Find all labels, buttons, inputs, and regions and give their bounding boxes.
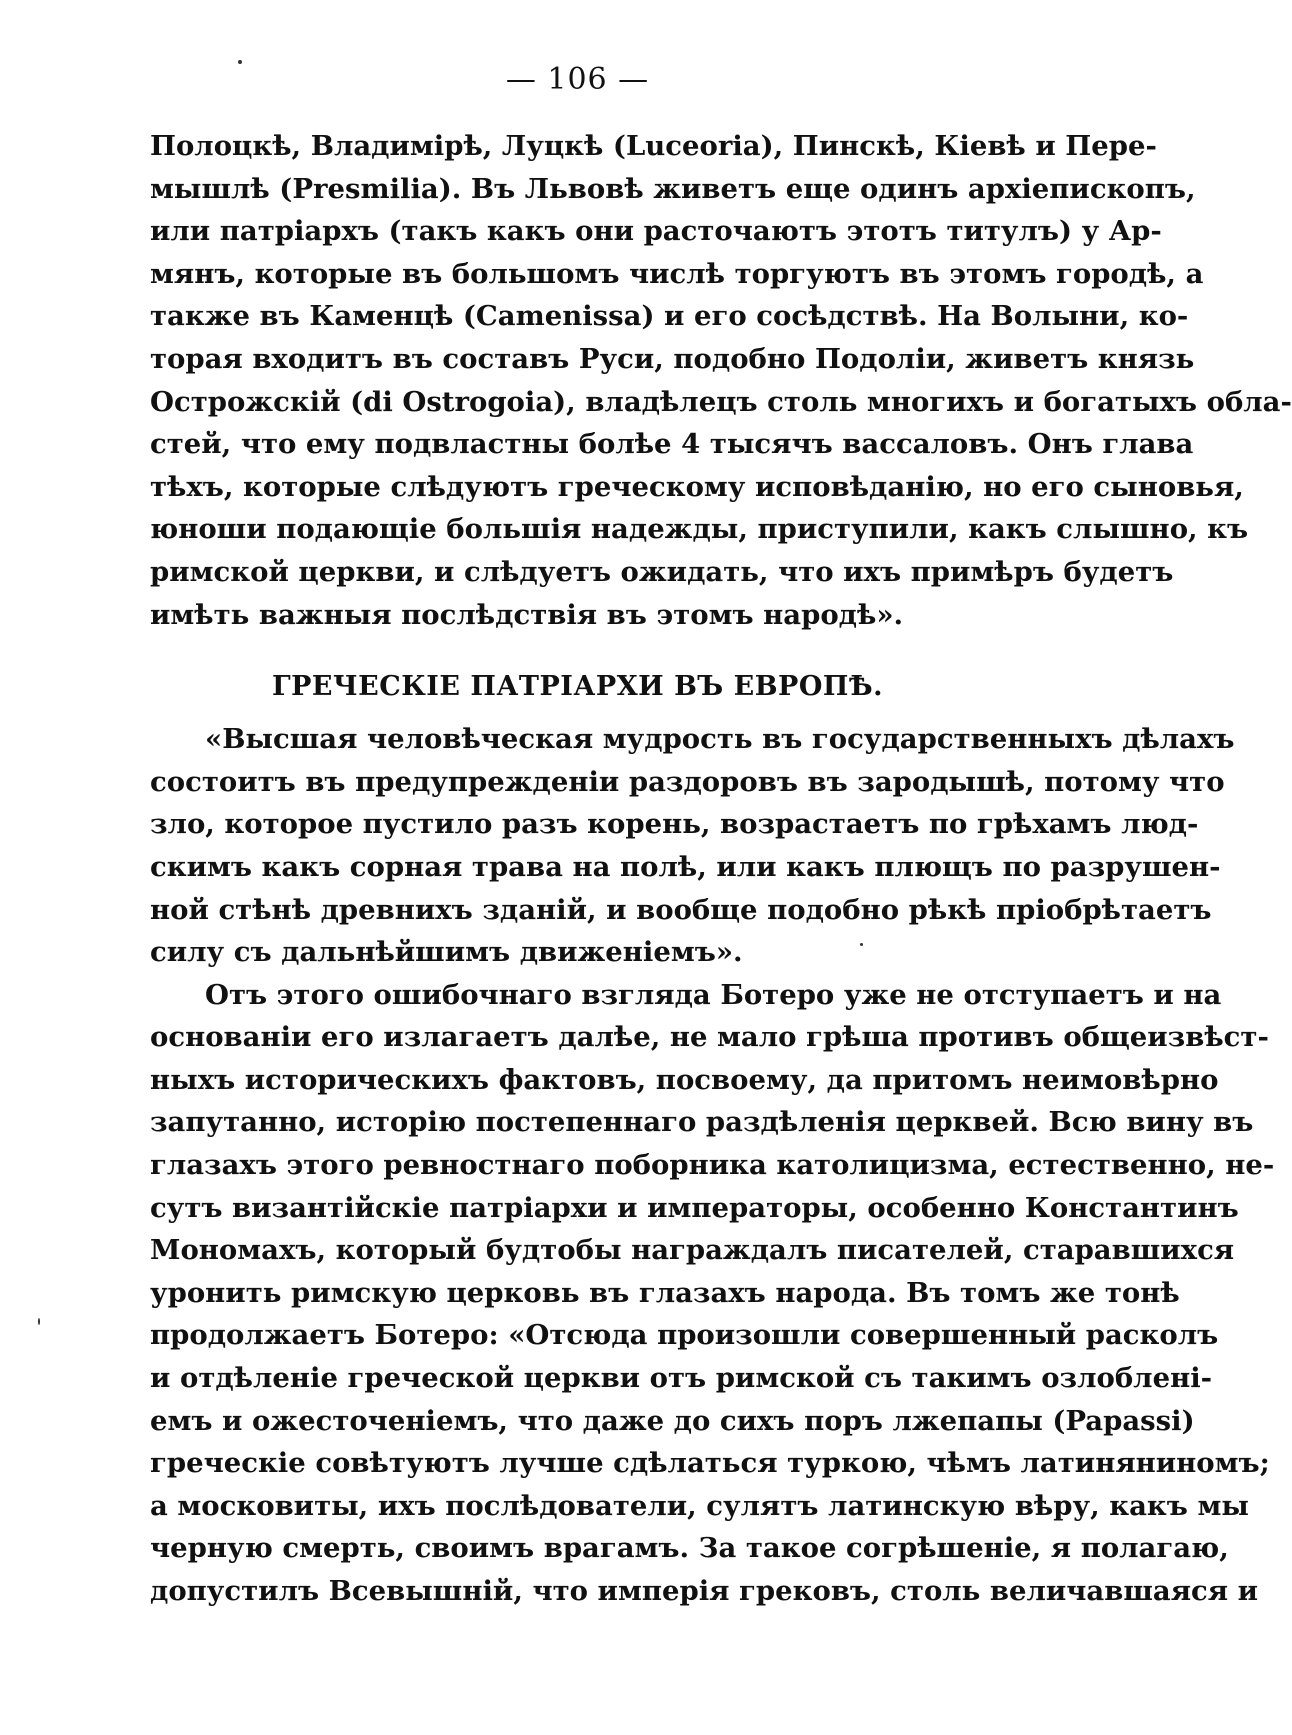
- text-line: емъ и ожесточеніемъ, что даже до сихъ поръ лжепапы (Papassi): [150, 1404, 1195, 1437]
- text-line: уронить римскую церковь въ глазахъ народа. Въ томъ же тонѣ: [150, 1276, 1180, 1309]
- text-line: допустилъ Всевышній, что имперія грековъ, столь величавшаяся и: [150, 1575, 1259, 1607]
- print-speck: [38, 1318, 40, 1325]
- text-line: юноши подающіе большія надежды, приступили, какъ слышно, къ: [150, 513, 1249, 546]
- text-line: ной стѣнѣ древнихъ зданій, и вообще подобно рѣкѣ пріобрѣтаетъ: [150, 893, 1212, 926]
- text-line: сутъ византійскіе патріархи и императоры, особенно Константинъ: [150, 1191, 1239, 1224]
- text-line: Отъ этого ошибочнаго взгляда Ботеро уже не отступаетъ и на: [205, 978, 1222, 1011]
- text-line: тѣхъ, которые слѣдуютъ греческому исповѣданію, но его сыновья,: [150, 470, 1244, 503]
- text-line: скимъ какъ сорная трава на полѣ, или какъ плющъ по разрушен-: [150, 850, 1221, 883]
- text-line: ныхъ историческихъ фактовъ, посвоему, да притомъ неимовѣрно: [150, 1063, 1219, 1096]
- text-line: основаніи его излагаетъ далѣе, не мало грѣша противъ общеизвѣст-: [150, 1021, 1269, 1054]
- text-line: имѣть важныя послѣдствія въ этомъ народѣ».: [150, 598, 904, 631]
- paragraph-3: [150, 974, 1275, 1613]
- text-line: римской церкви, и слѣдуетъ ожидать, что ихъ примѣръ будетъ: [150, 555, 1174, 588]
- text-line: продолжаетъ Ботеро: «Отсюда произошли совершенный расколъ: [150, 1319, 1219, 1352]
- text-line: стей, что ему подвластны болѣе 4 тысячъ вассаловъ. Онъ глава: [150, 428, 1194, 461]
- paragraph-2: [150, 718, 1235, 974]
- text-line: мышлѣ (Presmilia). Въ Львовѣ живетъ еще одинъ архіепископъ,: [150, 172, 1196, 205]
- text-line: греческіе совѣтуютъ лучше сдѣлаться туркою, чѣмъ латиняниномъ;: [150, 1447, 1270, 1480]
- text-line: Полоцкѣ, Владимірѣ, Луцкѣ (Luceoria), Пинскѣ, Кіевѣ и Пере-: [150, 130, 1157, 162]
- text-line: мянъ, которые въ большомъ числѣ торгуютъ въ этомъ городѣ, а: [150, 257, 1204, 290]
- paragraph-1: [150, 125, 1292, 636]
- text-line: Мономахъ, который будтобы награждалъ писателей, старавшихся: [150, 1234, 1235, 1267]
- text-line: состоитъ въ предупрежденіи раздоровъ въ зародышѣ, потому что: [150, 765, 1225, 798]
- text-line: «Высшая человѣческая мудрость въ государственныхъ дѣлахъ: [205, 723, 1235, 756]
- text-line: торая входитъ въ составъ Руси, подобно Подоліи, живетъ князь: [150, 342, 1195, 375]
- page-number: — 106 —: [505, 62, 650, 97]
- text-line: черную смерть, своимъ врагамъ. За такое согрѣшеніе, я полагаю,: [150, 1532, 1229, 1565]
- text-line: силу съ дальнѣйшимъ движеніемъ».: [150, 936, 743, 969]
- text-line: или патріархъ (такъ какъ они расточаютъ этотъ титулъ) у Ар-: [150, 215, 1162, 248]
- text-line: а московиты, ихъ послѣдователи, сулятъ латинскую вѣру, какъ мы: [150, 1489, 1249, 1522]
- text-line: глазахъ этого ревностнаго поборника католицизма, естественно, не-: [150, 1149, 1275, 1182]
- section-heading: ГРЕЧЕСКІЕ ПАТРІАРХИ ВЪ ЕВРОПѢ.: [271, 671, 884, 703]
- text-line: зло, которое пустило разъ корень, возрастаетъ по грѣхамъ люд-: [150, 808, 1199, 841]
- book-page: [150, 62, 1292, 1613]
- text-line: Острожскій (di Ostrogoia), владѣлецъ столь многихъ и богатыхъ обла-: [150, 385, 1292, 418]
- text-line: и отдѣленіе греческой церкви отъ римской съ такимъ озлобленi-: [150, 1362, 1213, 1395]
- text-line: также въ Каменцѣ (Camenissa) и его сосѣдствѣ. На Волыни, ко-: [150, 300, 1189, 333]
- text-line: запутанно, исторію постепеннаго раздѣленія церквей. Всю вину въ: [150, 1106, 1254, 1139]
